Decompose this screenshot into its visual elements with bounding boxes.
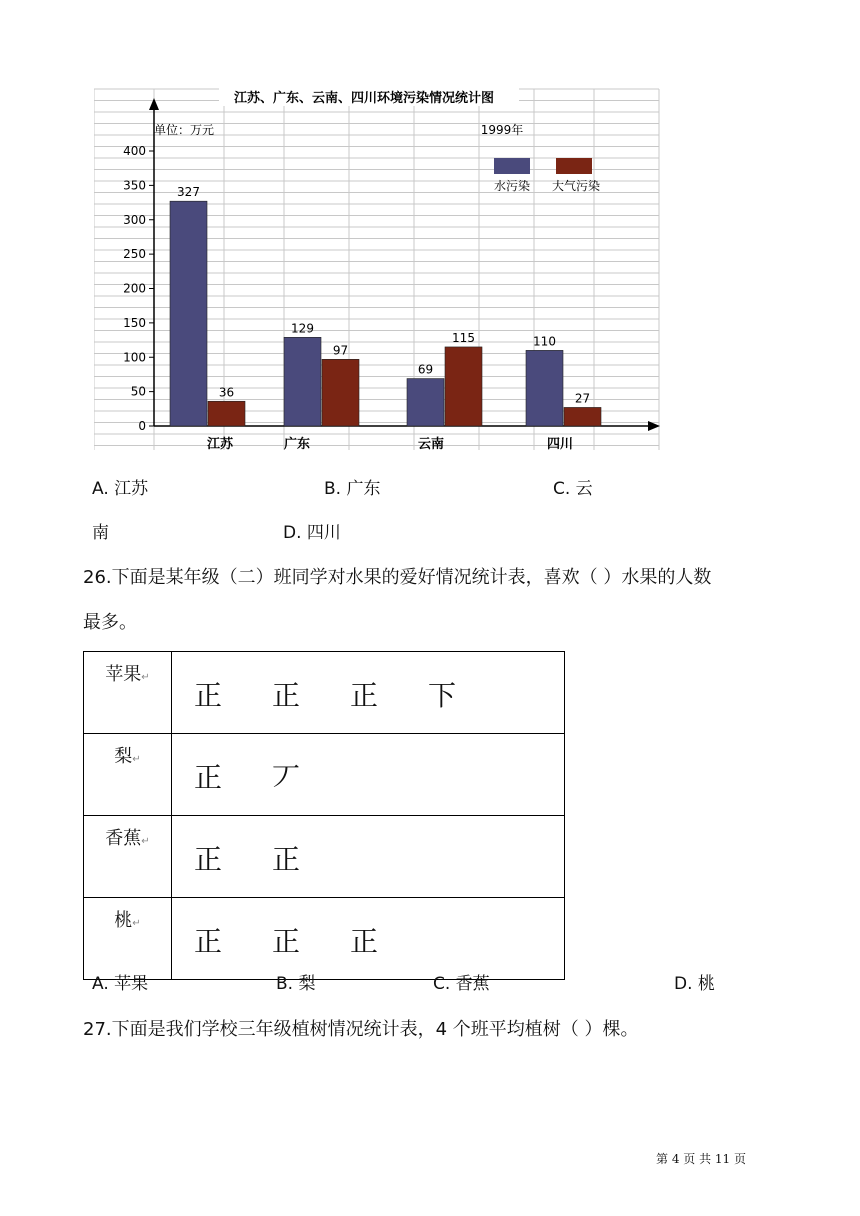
table-row: 桃↵ 正 正 正	[84, 898, 565, 980]
y-tick-label: 50	[130, 384, 146, 399]
bar	[445, 347, 482, 426]
bar	[208, 401, 245, 426]
bar-value-label: 27	[574, 391, 591, 406]
bar	[170, 201, 207, 426]
category-label: 四川	[546, 437, 574, 452]
table-row: 梨↵ 正 丆	[84, 734, 565, 816]
q25-option-c[interactable]: C. 云	[553, 479, 593, 499]
fruit-name: 苹果	[105, 664, 142, 685]
bar	[526, 350, 563, 426]
category-label: 广东	[283, 437, 311, 452]
tally-mark: 正	[194, 925, 223, 958]
legend-swatch-water	[494, 158, 530, 174]
chart-title: 江苏、广东、云南、四川环境污染情况统计图	[233, 91, 495, 106]
tally-mark: 正	[272, 925, 301, 958]
chart-bars	[170, 201, 601, 426]
fruit-name: 香蕉	[105, 828, 142, 849]
bar-value-label: 69	[417, 362, 434, 377]
y-tick-label: 100	[123, 350, 146, 365]
q25-option-b[interactable]: B. 广东	[324, 479, 381, 499]
legend-swatch-air	[556, 158, 592, 174]
y-tick-label: 300	[123, 212, 146, 227]
tally-mark: 正	[350, 925, 379, 958]
y-tick-label: 0	[138, 419, 146, 433]
tally-mark: 正	[350, 679, 379, 712]
tally-mark: 正	[194, 761, 223, 794]
table-row: 苹果↵ 正 正 正 下	[84, 652, 565, 734]
tally-mark: 正	[194, 679, 223, 712]
q25-option-d[interactable]: D. 四川	[283, 523, 341, 543]
bar	[564, 407, 601, 426]
y-tick-label: 350	[123, 178, 146, 193]
tally-mark: 正	[194, 843, 223, 876]
category-label: 云南	[417, 437, 445, 452]
q27-question: 27.下面是我们学校三年级植树情况统计表，4 个班平均植树（ ）棵。	[83, 1019, 639, 1040]
legend-label-air: 大气污染	[551, 179, 601, 193]
q26-option-b[interactable]: B. 梨	[276, 974, 316, 994]
tally-mark: 正	[272, 843, 301, 876]
bar-value-label: 97	[332, 343, 349, 358]
y-axis-arrow	[149, 98, 159, 110]
page-footer: 第 4 页 共 11 页	[656, 1152, 746, 1166]
q25-option-a[interactable]: A. 江苏	[92, 479, 149, 499]
bar-value-label: 115	[452, 330, 475, 345]
y-tick-label: 400	[123, 144, 146, 158]
q26-option-c[interactable]: C. 香蕉	[433, 974, 490, 994]
y-tick-label: 250	[123, 247, 146, 262]
q26-question-line2: 最多。	[83, 612, 137, 633]
category-label: 江苏	[206, 437, 234, 452]
q26-question-line1: 26.下面是某年级（二）班同学对水果的爱好情况统计表，喜欢（ ）水果的人数	[83, 567, 712, 588]
bar	[284, 337, 321, 426]
q26-option-d[interactable]: D. 桃	[674, 974, 715, 994]
y-tick-label: 150	[123, 315, 146, 330]
pollution-bar-chart	[94, 86, 664, 456]
bar	[407, 379, 444, 426]
bar-value-label: 110	[533, 334, 556, 349]
chart-unit-label: 单位：万元	[154, 123, 215, 137]
tally-mark: 下	[428, 679, 457, 712]
legend-label-water: 水污染	[493, 179, 531, 193]
q25-option-c-continued: 南	[92, 523, 109, 543]
chart-axes	[149, 98, 660, 431]
bar-value-label: 129	[291, 321, 314, 336]
bar-value-label: 327	[177, 185, 200, 200]
tally-mark: 正	[272, 679, 301, 712]
fruit-name: 桃	[114, 910, 133, 931]
table-row: 香蕉↵ 正 正	[84, 816, 565, 898]
fruit-name: 梨	[114, 746, 133, 767]
fruit-tally-table	[83, 651, 565, 980]
bar	[322, 359, 359, 426]
q26-option-a[interactable]: A. 苹果	[92, 974, 149, 994]
tally-mark: 丆	[272, 761, 301, 794]
bar-value-label: 36	[218, 385, 235, 400]
y-tick-label: 200	[123, 281, 146, 296]
chart-year-label: 1999年	[480, 123, 524, 137]
